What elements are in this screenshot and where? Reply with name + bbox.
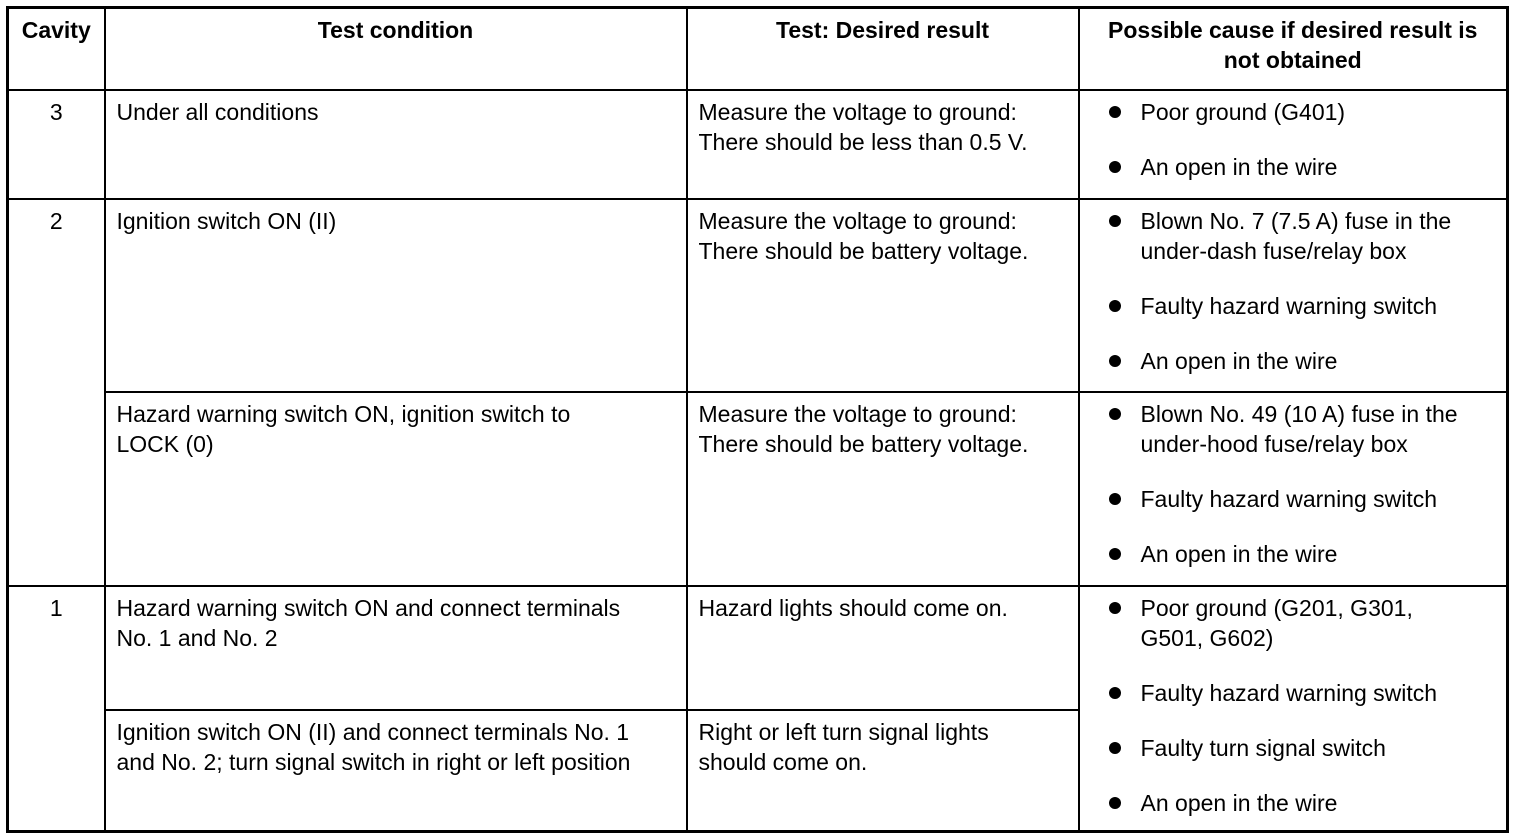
- cause-text: Poor ground (G401): [1140, 98, 1346, 125]
- cause-text: Blown No. 49 (10 A) fuse in the under-hood fuse/relay box: [1140, 400, 1458, 457]
- bullet-icon: [1109, 493, 1121, 505]
- cause-item: [1091, 484, 1496, 514]
- cause-item: [1091, 346, 1496, 376]
- table-row: [8, 392, 1508, 586]
- possible-causes: [1079, 90, 1508, 199]
- cause-text: An open in the wire: [1140, 540, 1338, 567]
- cause-item: [1091, 291, 1496, 321]
- bullet-icon: [1109, 602, 1121, 614]
- test-condition: Under all conditions: [105, 90, 687, 199]
- bullet-icon: [1109, 106, 1121, 118]
- cause-item: [1091, 97, 1496, 127]
- cause-item: [1091, 593, 1496, 653]
- cause-item: [1091, 788, 1496, 818]
- cause-item: [1091, 206, 1496, 266]
- cause-item: [1091, 152, 1496, 182]
- cavity-number: 2: [8, 199, 105, 586]
- bullet-icon: [1109, 687, 1121, 699]
- possible-causes: [1079, 392, 1508, 586]
- bullet-icon: [1109, 797, 1121, 809]
- cause-text: An open in the wire: [1140, 347, 1338, 374]
- possible-causes: [1079, 586, 1508, 832]
- header-cavity: Cavity: [8, 8, 105, 90]
- cause-item: [1091, 539, 1496, 569]
- bullet-icon: [1109, 742, 1121, 754]
- cause-text: Poor ground (G201, G301, G501, G602): [1140, 594, 1413, 651]
- table-row: [8, 199, 1508, 392]
- bullet-icon: [1109, 300, 1121, 312]
- desired-result: Measure the voltage to ground: There should be battery voltage.: [687, 199, 1079, 392]
- test-condition: Hazard warning switch ON, ignition switch to LOCK (0): [105, 392, 687, 586]
- bullet-icon: [1109, 355, 1121, 367]
- cause-text: Faulty turn signal switch: [1140, 734, 1386, 761]
- cause-text: Faulty hazard warning switch: [1140, 292, 1438, 319]
- bullet-icon: [1109, 215, 1121, 227]
- cause-item: [1091, 399, 1496, 459]
- cause-text: Faulty hazard warning switch: [1140, 485, 1438, 512]
- cause-text: An open in the wire: [1140, 789, 1338, 816]
- cause-text: Blown No. 7 (7.5 A) fuse in the under-dash fuse/relay box: [1140, 207, 1452, 264]
- header-possible-cause: Possible cause if desired result is not obtained: [1079, 8, 1508, 90]
- test-condition: Hazard warning switch ON and connect terminals No. 1 and No. 2: [105, 586, 687, 710]
- cause-text: An open in the wire: [1140, 153, 1338, 180]
- test-condition: Ignition switch ON (II): [105, 199, 687, 392]
- desired-result: Right or left turn signal lights should come on.: [687, 710, 1079, 832]
- troubleshooting-table: [6, 6, 1509, 833]
- header-row: [8, 8, 1508, 90]
- bullet-icon: [1109, 408, 1121, 420]
- table-row: [8, 586, 1508, 710]
- test-condition: Ignition switch ON (II) and connect terminals No. 1 and No. 2; turn signal switch in right or left position: [105, 710, 687, 832]
- possible-causes: [1079, 199, 1508, 392]
- header-desired-result: Test: Desired result: [687, 8, 1079, 90]
- table-row: [8, 90, 1508, 199]
- cavity-number: 1: [8, 586, 105, 832]
- cause-item: [1091, 733, 1496, 763]
- bullet-icon: [1109, 161, 1121, 173]
- cause-item: [1091, 678, 1496, 708]
- desired-result: Measure the voltage to ground: There should be less than 0.5 V.: [687, 90, 1079, 199]
- cavity-number: 3: [8, 90, 105, 199]
- bullet-icon: [1109, 548, 1121, 560]
- desired-result: Measure the voltage to ground: There should be battery voltage.: [687, 392, 1079, 586]
- cause-text: Faulty hazard warning switch: [1140, 679, 1438, 706]
- desired-result: Hazard lights should come on.: [687, 586, 1079, 710]
- header-test-condition: Test condition: [105, 8, 687, 90]
